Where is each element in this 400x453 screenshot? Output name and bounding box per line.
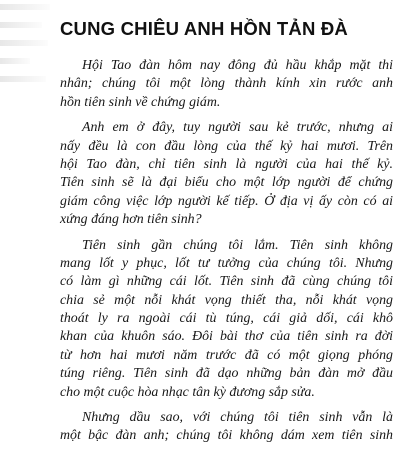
paragraph — [60, 57, 393, 112]
text-line: Tiên sinh gần chúng tôi lắm. Tiên sinh không — [82, 237, 393, 253]
text-line: Hội Tao đàn hôm nay đông đủ hầu khắp mặt thi — [82, 58, 393, 73]
text-line: hội Tao đàn, chỉ tiên sinh là người của hai thế kỷ. — [60, 156, 393, 172]
body-text — [60, 57, 393, 453]
text-line: thoát ly ra ngoài cái tù túng, cái giả dối, cái khô — [60, 311, 393, 327]
text-line: hồn tiên sinh về chứng giám. — [60, 94, 221, 110]
text-line: cho một cuộc hòa nhạc tân kỳ đương sắp sửa. — [60, 384, 315, 400]
text-line: mang lốt y phục, lốt tư tưởng của chúng tôi. Nhưng — [60, 255, 393, 271]
text-line: giám công việc lớp người kế tiếp. Ở địa vị ấy còn có ai — [60, 193, 393, 209]
text-line: một bậc đàn anh; chúng tôi không dám xem tiên sinh — [60, 428, 393, 444]
text-line: nhân; chúng tôi một lòng thành kính xin rước anh — [60, 76, 393, 92]
text-line: khan của khuôn sáo. Đôi bài thơ của tiên sinh ra đời — [60, 329, 393, 345]
text-line: xứng đáng hơn tiên sinh? — [60, 212, 202, 228]
text-line: nấy đều là con đầu lòng của thế kỷ hai mươi. Trên — [60, 138, 393, 154]
text-line: có làm gì những cái lốt. Tiên sinh đã cùng chúng tôi — [60, 274, 393, 290]
scan-bleed-through — [0, 0, 56, 400]
page-title: CUNG CHIÊU ANH HỒN TẢN ĐÀ — [60, 18, 348, 39]
text-line: túng riêng. Tiên sinh đã dạo những bản đàn mở đầu — [60, 366, 393, 382]
paragraph — [60, 237, 393, 403]
text-line: Nhưng dầu sao, với chúng tôi tiên sinh vẫn là — [82, 410, 393, 426]
text-line: Tiên sinh sẽ là đại biểu cho một lớp người để chứng — [60, 175, 393, 191]
paragraph — [60, 409, 393, 446]
text-line: chia sẻ một nỗi khát vọng thiết tha, nỗi khát vọng — [60, 292, 393, 308]
text-line: từ hơn hai mươi năm trước đã có một giọng phóng — [60, 347, 393, 363]
text-line: Anh em ở đây, tuy người sau kẻ trước, nhưng ai — [82, 120, 393, 136]
paragraph — [60, 119, 393, 229]
